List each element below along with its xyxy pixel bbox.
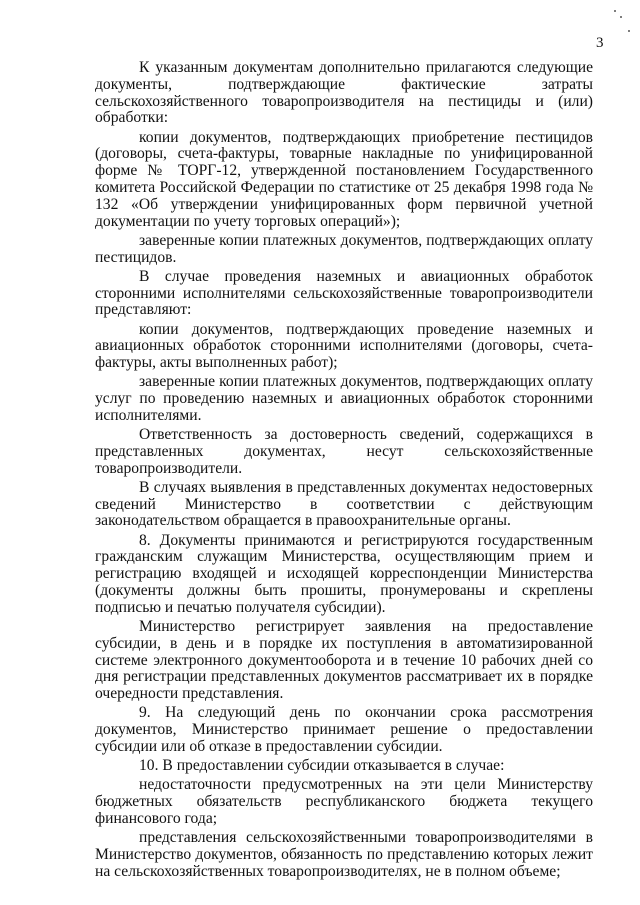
- document-body: [95, 60, 593, 881]
- scan-speck: [614, 10, 616, 12]
- paragraph: копии документов, подтверждающих проведение наземных и авиационных обработок сторонними исполнителями (договоры, счета-фактуры, акты выполненных работ);: [95, 320, 593, 372]
- paragraph: недостаточности предусмотренных на эти цели Министерству бюджетных обязательств республиканского бюджета текущего финансового года;: [95, 776, 593, 827]
- paragraph: В случае проведения наземных и авиационных обработок сторонними исполнителями сельскохозяйственные товаропроизводители представляют:: [95, 267, 593, 319]
- paragraph: заверенные копии платежных документов, подтверждающих оплату пестицидов.: [95, 231, 593, 266]
- paragraph: К указанным документам дополнительно прилагаются следующие документы, подтверждающие фактические затраты сельскохозяйственного товаропроизводителя на пестициды и (или) обработки:: [95, 59, 593, 127]
- paragraph: 10. В предоставлении субсидии отказывается в случае:: [139, 757, 505, 775]
- paragraph: Министерство регистрирует заявления на предоставление субсидии, в день и в порядке их поступления в автоматизированной системе электронного документооборота и в течение 10 рабочих дней со дня регистрации представленных документов рассматривает их в порядке очередности представления.: [95, 618, 593, 703]
- paragraph: В случаях выявления в представленных документах недостоверных сведений Министерство в соответствии с действующим законодательством обращается в правоохранительные органы.: [95, 478, 593, 530]
- scan-speck: [628, 30, 630, 32]
- paragraph: 9. На следующий день по окончании срока рассмотрения документов, Министерство принимает решение о предоставлении субсидии или об отказе в предоставлении субсидии.: [95, 704, 593, 755]
- paragraph: Ответственность за достоверность сведений, содержащихся в представленных документах, несут сельскохозяйственные товаропроизводители.: [95, 426, 593, 477]
- page-number: 3: [596, 35, 604, 51]
- paragraph: копии документов, подтверждающих приобретение пестицидов (договоры, счета-фактуры, товарные накладные по унифицированной форме № ТОРГ-12, утвержденной постановлением Государственного комитета Российской Федерации по статистике от 25 декабря 1998 года № 132 «Об утверждении унифицированных форм первичной учетной документации по учету торговых операций»);: [95, 128, 593, 230]
- scan-speck: [620, 16, 622, 18]
- paragraph: представления сельскохозяйственными товаропроизводителями в Министерство документов, обязанность по представлению которых лежит на сельскохозяйственных товаропроизводителях, не в полном объеме;: [95, 829, 593, 880]
- paragraph: 8. Документы принимаются и регистрируются государственным гражданским служащим Министерства, осуществляющим прием и регистрацию входящей и исходящей корреспонденции Министерства (документы должны быть прошиты, пронумерованы и скреплены подписью и печатью получателя субсидии).: [95, 531, 593, 616]
- paragraph: заверенные копии платежных документов, подтверждающих оплату услуг по проведению наземных и авиационных обработок сторонними исполнителями.: [95, 373, 593, 424]
